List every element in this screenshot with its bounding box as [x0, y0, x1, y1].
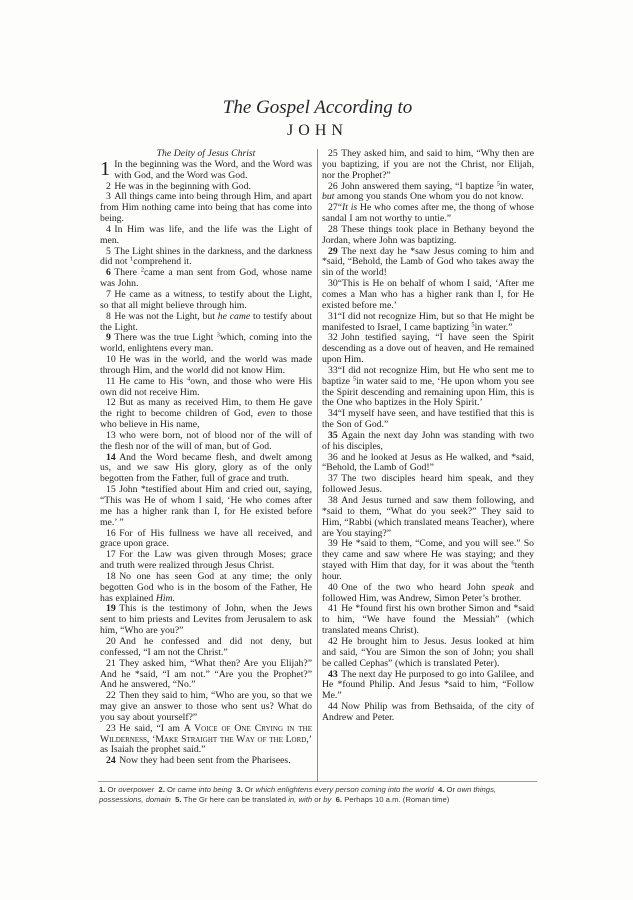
- verse-text: He *said to them, “Come, and you will see.” So they came and saw where He was staying; and they stayed with Him that day, for it was about the $^6$tenth hour.: [322, 538, 534, 582]
- verse-10: [100, 355, 312, 377]
- verse-text: He brought him to Jesus. Jesus looked at him and said, “You are Simon the son of John; you shall be called Cephas” (which is translated Peter).: [322, 635, 534, 669]
- verse-text: “I did not recognize Him, but so that He might be manifested to Israel, I came baptizing $^5$in water.”: [322, 310, 534, 333]
- verse-number: 5: [106, 245, 111, 257]
- verse-text: There $^2$came a man sent from God, whose name was John.: [100, 266, 312, 290]
- verse-number: 43: [328, 668, 338, 680]
- verse-19: [100, 604, 312, 637]
- verse-3: [100, 192, 312, 225]
- verse-39: [322, 539, 534, 582]
- verse-number: 34: [328, 408, 338, 420]
- verse-number: 7: [106, 288, 111, 300]
- verse-32: [322, 333, 534, 366]
- verse-text: He said, “I am A Voice of One Crying in the Wilderness, ‘Make Straight the Way of the Lord,’ as Isaiah the prophet said.”: [100, 722, 312, 756]
- verse-22: [100, 691, 312, 724]
- verse-6: [100, 268, 312, 290]
- verse-text: The two disciples heard him speak, and they followed Jesus.: [322, 473, 534, 496]
- verse-text: He came to His $^4$own, and those who were His own did not receive Him.: [100, 375, 312, 398]
- verse-13: [100, 431, 312, 453]
- verse-24: [100, 756, 312, 767]
- verse-number: 23: [106, 722, 116, 734]
- verse-text: For the Law was given through Moses; grace and truth were realized through Jesus Christ.: [100, 549, 312, 572]
- verse-number: 33: [328, 364, 338, 376]
- verse-text: John testified saying, “I have seen the Spirit descending as a dove out of heaven, and He remained upon Him.: [322, 332, 534, 366]
- verse-number: 38: [328, 495, 338, 506]
- verse-text: They asked him, “What then? Are you Elijah?” And he *said, “I am not.” “Are you the Prophet?” And he answered, “No.”: [100, 657, 312, 691]
- verse-text: In Him was life, and the life was the Light of men.: [100, 223, 312, 246]
- verse-12: [100, 398, 312, 431]
- series-title: The Gospel According to: [222, 97, 413, 118]
- verse-number: 15: [106, 484, 116, 496]
- verse-number: 9: [106, 332, 111, 344]
- verse-text: One of the two who heard John speak and followed Him, was Andrew, Simon Peter’s brother.: [322, 581, 534, 604]
- verse-number: 13: [106, 429, 116, 441]
- verse-8: [100, 312, 312, 334]
- verse-number: 32: [328, 332, 338, 344]
- verse-28: [322, 225, 534, 247]
- verse-14: [100, 453, 312, 486]
- verse-1: [100, 160, 312, 182]
- verse-18: [100, 572, 312, 605]
- verse-number: 37: [328, 473, 338, 485]
- verse-text: He was in the world, and the world was made through Him, and the world did not know Him.: [100, 354, 312, 376]
- verse-number: 4: [106, 223, 111, 235]
- verse-text: In the beginning was the Word, and the Word was with God, and the Word was God.: [114, 158, 312, 181]
- verse-number: 42: [328, 635, 338, 647]
- verse-text: All things came into being through Him, and apart from Him nothing came into being that has come into being.: [100, 191, 312, 225]
- verse-number: 10: [106, 354, 116, 366]
- section-heading: The Deity of Jesus Christ: [156, 149, 256, 159]
- verse-text: who were born, not of blood nor of the will of the flesh nor of the will of man, but of God.: [100, 429, 312, 452]
- verse-26: [322, 182, 534, 204]
- scripture-text-block: [100, 149, 535, 782]
- verse-number: 22: [106, 690, 116, 702]
- verse-11: [100, 377, 312, 399]
- verse-44: [322, 702, 534, 724]
- verse-9: [100, 333, 312, 355]
- verse-37: [322, 474, 534, 496]
- verse-number: 2: [106, 180, 111, 192]
- book-title: JOHN: [287, 122, 348, 139]
- verse-15: [100, 485, 312, 528]
- verse-number: 21: [106, 657, 116, 669]
- verse-text: The next day he *saw Jesus coming to him and *said, “Behold, the Lamb of God who takes away the sin of the world!: [322, 245, 534, 279]
- verse-16: [100, 529, 312, 551]
- verse-43: [322, 670, 534, 703]
- verse-5: [100, 247, 312, 269]
- verse-text: “I did not recognize Him, but He who sent me to baptize $^5$in water said to me, ‘He upon whom you see the Spirit descending and remaining upon Him, this is the One who baptizes in the Holy Spirit.’: [322, 364, 534, 409]
- verse-text: There was the true Light $^3$which, coming into the world, enlightens every man.: [100, 331, 312, 355]
- verse-text: And Jesus turned and saw them following, and *said to them, “What do you seek?” They said to Him, “Rabbi (which translated means Teacher), where are You staying?”: [322, 495, 534, 539]
- verse-number: 39: [328, 538, 338, 550]
- verse-number: 8: [106, 310, 111, 322]
- verse-text: John *testified about Him and cried out, saying, “This was He of whom I said, ‘He who comes after me has a higher rank than I, for He existed before me.’ ”: [100, 484, 312, 528]
- verse-21: [100, 659, 312, 692]
- verse-number: 26: [328, 180, 338, 192]
- verse-42: [322, 637, 534, 670]
- verse-number: 16: [106, 527, 116, 539]
- verse-17: [100, 550, 312, 572]
- verse-text: For of His fullness we have all received, and grace upon grace.: [100, 527, 312, 550]
- verse-29: [322, 247, 534, 280]
- verse-text: And he confessed and did not deny, but confessed, “I am not the Christ.”: [100, 635, 312, 658]
- chapter-number: 1: [100, 158, 111, 181]
- right-column: [322, 149, 534, 782]
- verse-number: 36: [328, 451, 338, 463]
- footnote-line: 1. Or overpower 2. Or came into being 3. Or which enlightens every person coming into the world 4. Or own things, possessions, domain 5. The Gr here can be translated in, with or by 6. Perhaps 10 a.m. (Roman time): [99, 785, 497, 804]
- verse-number: 28: [328, 223, 338, 235]
- verse-number: 30: [328, 278, 338, 290]
- verse-number: 17: [106, 549, 116, 561]
- verse-text: No one has seen God at any time; the only begotten God who is in the bosom of the Father, He has explained Him.: [100, 570, 312, 604]
- verse-number: 31: [328, 310, 338, 322]
- verse-34: [322, 409, 534, 431]
- verse-4: [100, 225, 312, 247]
- verse-text: The next day He purposed to go into Galilee, and He *found Philip. And Jesus *said to him, “Follow Me.”: [322, 668, 534, 702]
- verse-text: John answered them saying, “I baptize $^5$in water, but among you stands One whom you do not know.: [322, 180, 534, 203]
- verse-text: The Light shines in the darkness, and the darkness did not $^1$comprehend it.: [100, 245, 312, 268]
- footnote-divider-rule: [98, 781, 537, 782]
- verse-text: Now Philip was from Bethsaida, of the city of Andrew and Peter.: [322, 701, 534, 723]
- verse-number: 20: [106, 635, 116, 647]
- verse-27: [322, 203, 534, 225]
- verse-text: And the Word became flesh, and dwelt among us, and we saw His glory, glory as of the only begotten from the Father, full of grace and truth.: [100, 451, 312, 485]
- verse-number: 14: [106, 451, 116, 463]
- verse-number: 41: [328, 603, 338, 615]
- verse-number: 19: [106, 603, 116, 615]
- verse-20: [100, 637, 312, 659]
- verse-text: He *found first his own brother Simon and *said to him, “We have found the Messiah” (which translated means Christ).: [322, 603, 534, 637]
- verse-40: [322, 583, 534, 605]
- verse-text: and he looked at Jesus as He walked, and *said, “Behold, the Lamb of God!”: [322, 451, 534, 474]
- footnotes: [99, 785, 539, 804]
- verse-number: 40: [328, 581, 338, 593]
- verse-33: [322, 366, 534, 409]
- verse-text: Again the next day John was standing with two of his disciples,: [322, 429, 534, 452]
- verse-number: 3: [106, 191, 111, 203]
- verse-text: He was in the beginning with God.: [114, 180, 251, 192]
- verse-23: [100, 724, 312, 757]
- verse-text: This is the testimony of John, when the Jews sent to him priests and Levites from Jerusalem to ask him, “Who are you?”: [100, 603, 312, 637]
- verse-31: [322, 312, 534, 334]
- verse-text: They asked him, and said to him, “Why then are you baptizing, if you are not the Christ, nor Elijah, nor the Prophet?”: [322, 149, 534, 181]
- verse-38: [322, 496, 534, 539]
- verse-35: [322, 431, 534, 453]
- verse-number: 11: [106, 375, 116, 387]
- verse-text: He came as a witness, to testify about the Light, so that all might believe through him.: [100, 288, 312, 311]
- verse-text: “I myself have seen, and have testified that this is the Son of God.”: [322, 408, 534, 431]
- verse-number: 44: [328, 701, 338, 713]
- verse-number: 6: [106, 267, 111, 279]
- verse-30: [322, 279, 534, 312]
- verse-41: [322, 604, 534, 637]
- verse-number: 12: [106, 397, 116, 409]
- verse-number: 29: [328, 245, 338, 257]
- column-divider-rule: [317, 149, 318, 782]
- verse-text: “This is He on behalf of whom I said, ‘After me comes a Man who has a higher rank than I, for He existed before me.’: [322, 278, 534, 311]
- verse-number: 24: [106, 755, 116, 767]
- verse-number: 25: [328, 149, 338, 159]
- verse-25: [322, 149, 534, 182]
- verse-text: “It is He who comes after me, the thong of whose sandal I am not worthy to untie.”: [322, 202, 534, 225]
- verse-number: 35: [328, 429, 338, 441]
- verse-text: He was not the Light, but he came to testify about the Light.: [100, 310, 312, 333]
- verse-36: [322, 453, 534, 475]
- verse-text: Then they said to him, “Who are you, so that we may give an answer to those who sent us? What do you say about yourself?”: [100, 690, 312, 723]
- verse-7: [100, 290, 312, 312]
- verse-text: These things took place in Bethany beyond the Jordan, where John was baptizing.: [322, 223, 534, 246]
- verse-number: 18: [106, 570, 116, 582]
- verse-text: But as many as received Him, to them He gave the right to become children of God, even to those who believe in His name,: [100, 397, 312, 431]
- verse-text: Now they had been sent from the Pharisees.: [119, 755, 291, 767]
- verse-number: 27: [328, 202, 338, 214]
- left-column: [100, 149, 312, 782]
